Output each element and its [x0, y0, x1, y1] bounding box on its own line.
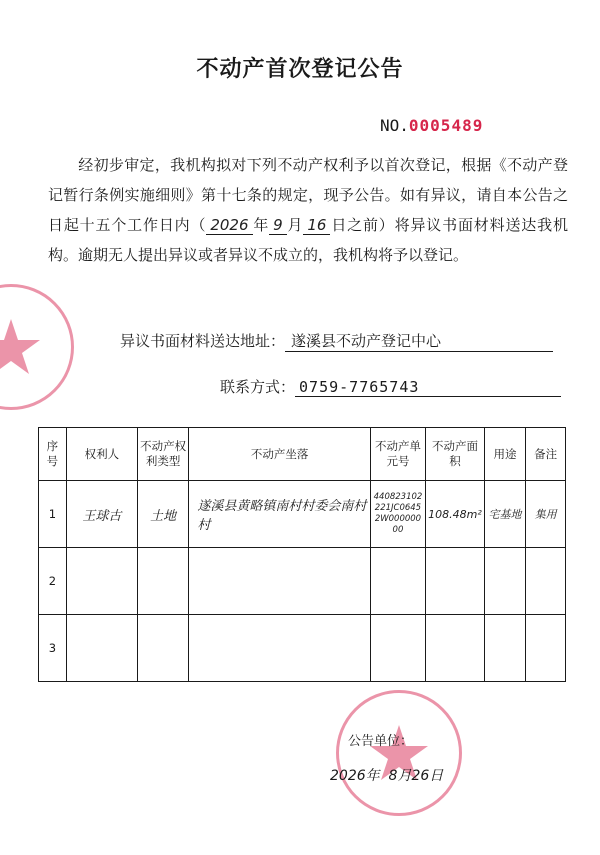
issue-year: 2026	[330, 768, 366, 784]
cell-use	[484, 548, 526, 615]
issue-day-unit: 日	[429, 768, 444, 784]
header-right-type: 不动产权利类型	[137, 428, 188, 481]
cell-right-type	[137, 548, 188, 615]
table-row	[39, 615, 566, 682]
document-number-prefix: NO.	[380, 116, 409, 135]
address-value: 遂溪县不动产登记中心	[285, 330, 553, 352]
header-location: 不动产坐落	[189, 428, 370, 481]
issue-day: 26	[411, 768, 430, 784]
issue-date	[330, 765, 443, 785]
header-owner: 权利人	[66, 428, 137, 481]
cell-unit-no: 440823102221JC06452W00000000	[370, 481, 425, 548]
header-no: 序号	[39, 428, 67, 481]
year-unit: 年	[252, 216, 270, 234]
cell-unit-no	[370, 548, 425, 615]
cell-location	[189, 548, 370, 615]
header-use: 用途	[484, 428, 526, 481]
official-seal-right	[336, 690, 462, 816]
cell-area	[426, 615, 485, 682]
contact-label: 联系方式：	[220, 378, 296, 396]
cell-note: 集用	[526, 481, 566, 548]
table-row	[39, 548, 566, 615]
document-number-value: 0005489	[408, 116, 484, 135]
cell-no: 3	[39, 615, 67, 682]
cell-location: 遂溪县黄略镇南村村委会南村村	[189, 481, 370, 548]
cell-unit-no	[370, 615, 425, 682]
cell-use	[484, 615, 526, 682]
header-area: 不动产面积	[426, 428, 485, 481]
deadline-year: 2026	[206, 216, 252, 235]
official-seal-left	[0, 284, 74, 410]
header-note: 备注	[526, 428, 566, 481]
deadline-month: 9	[269, 216, 287, 235]
cell-use: 宅基地	[484, 481, 526, 548]
cell-no: 1	[39, 481, 67, 548]
property-table	[38, 427, 566, 682]
cell-note	[526, 615, 566, 682]
cell-no: 2	[39, 548, 67, 615]
page-title: 不动产首次登记公告	[196, 57, 404, 82]
cell-owner	[66, 615, 137, 682]
cell-right-type	[137, 615, 188, 682]
issuer-label: 公告单位：	[348, 734, 414, 749]
table-row	[39, 481, 566, 548]
cell-location	[189, 615, 370, 682]
address-label: 异议书面材料送达地址：	[120, 332, 286, 350]
body-part2: 将异议书面材料送达我机构。逾期无人提出异议或者异议不成立的，我机构将予以登记。	[48, 216, 568, 264]
issue-year-unit: 年	[365, 768, 380, 784]
cell-note	[526, 548, 566, 615]
contact-value: 0759-7765743	[295, 378, 561, 397]
cell-owner: 王球古	[66, 481, 137, 548]
cell-owner	[66, 548, 137, 615]
cell-area	[426, 548, 485, 615]
document-number	[380, 116, 483, 135]
contact-line	[220, 376, 570, 397]
deadline-day: 16	[303, 216, 330, 235]
cell-area: 108.48m²	[426, 481, 485, 548]
table-header-row	[39, 428, 566, 481]
address-line	[120, 330, 570, 352]
issue-month-unit: 月	[397, 768, 412, 784]
month-unit: 月	[286, 216, 304, 234]
notice-body	[48, 150, 568, 270]
day-unit: 日之前）	[330, 216, 395, 234]
body-part1: 经初步审定，我机构拟对下列不动产权利予以首次登记，根据《不动产登记暂行条例实施细则》第十七条的规定，现予公告。如有异议，请自本公告之日起十五个工作日内（	[48, 156, 568, 234]
issue-month: 8	[388, 768, 398, 784]
cell-right-type: 土地	[137, 481, 188, 548]
header-unit-no: 不动产单元号	[370, 428, 425, 481]
